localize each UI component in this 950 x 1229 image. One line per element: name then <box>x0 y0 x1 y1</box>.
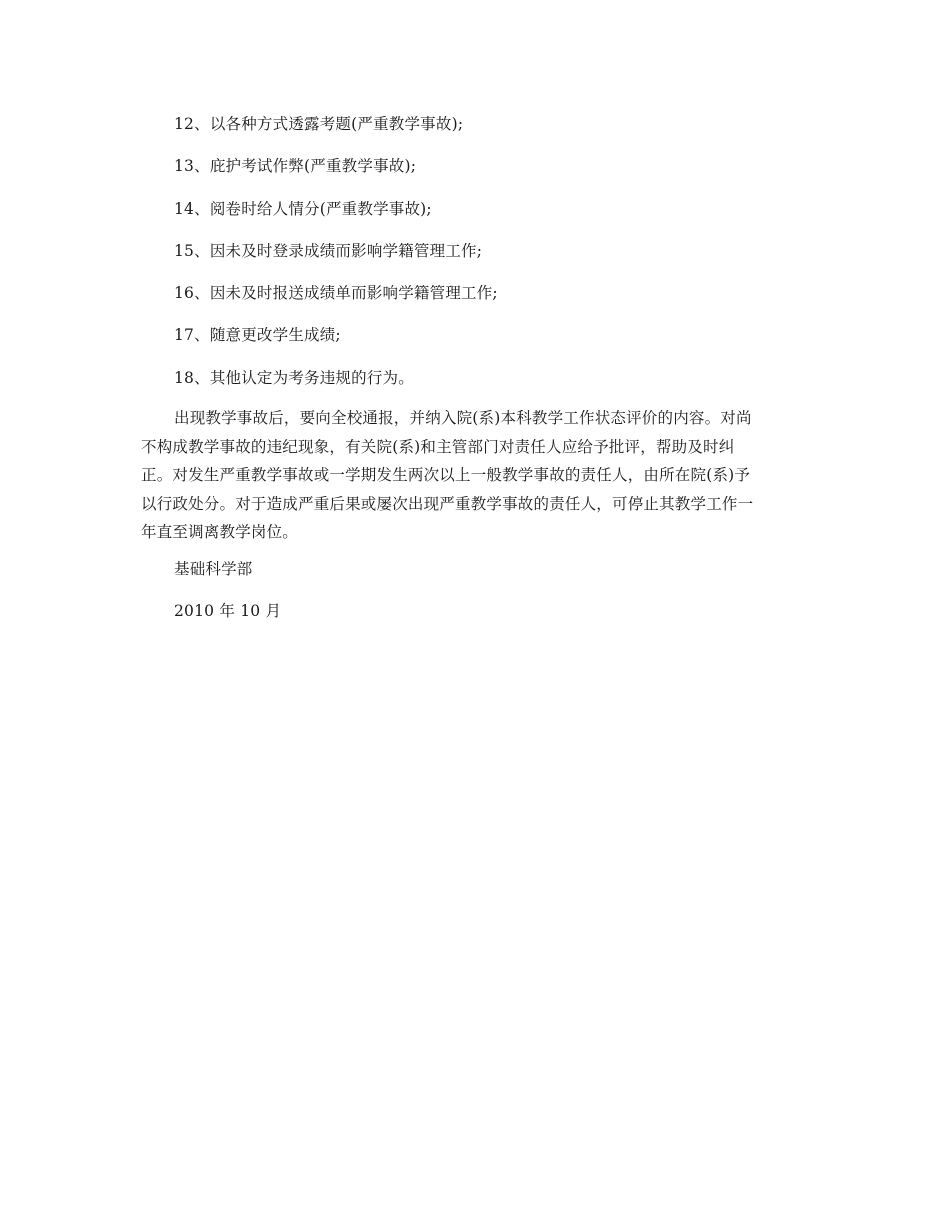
list-item: 12、以各种方式透露考题(严重教学事故); <box>174 115 464 133</box>
signature-department: 基础科学部 <box>174 560 253 578</box>
paragraph-line: 以行政处分。对于造成严重后果或屡次出现严重教学事故的责任人，可停止其教学工作一 <box>141 494 754 513</box>
list-item: 18、其他认定为考务违规的行为。 <box>174 369 414 387</box>
list-item: 15、因未及时登录成绩而影响学籍管理工作; <box>174 242 483 260</box>
signature-date: 2010 年 10 月 <box>174 602 282 620</box>
list-item: 14、阅卷时给人情分(严重教学事故); <box>174 200 432 218</box>
paragraph-line: 不构成教学事故的违纪现象，有关院(系)和主管部门对责任人应给予批评，帮助及时纠 <box>141 437 735 456</box>
paragraph-line: 出现教学事故后，要向全校通报，并纳入院(系)本科教学工作状态评价的内容。对尚 <box>174 409 752 427</box>
list-item: 17、随意更改学生成绩; <box>174 326 341 344</box>
paragraph-line: 正。对发生严重教学事故或一学期发生两次以上一般教学事故的责任人，由所在院(系)予 <box>141 466 751 484</box>
list-item: 13、庇护考试作弊(严重教学事故); <box>174 157 417 175</box>
list-item: 16、因未及时报送成绩单而影响学籍管理工作; <box>174 284 498 302</box>
paragraph-line: 年直至调离教学岗位。 <box>141 523 299 541</box>
body-paragraph <box>141 404 809 547</box>
